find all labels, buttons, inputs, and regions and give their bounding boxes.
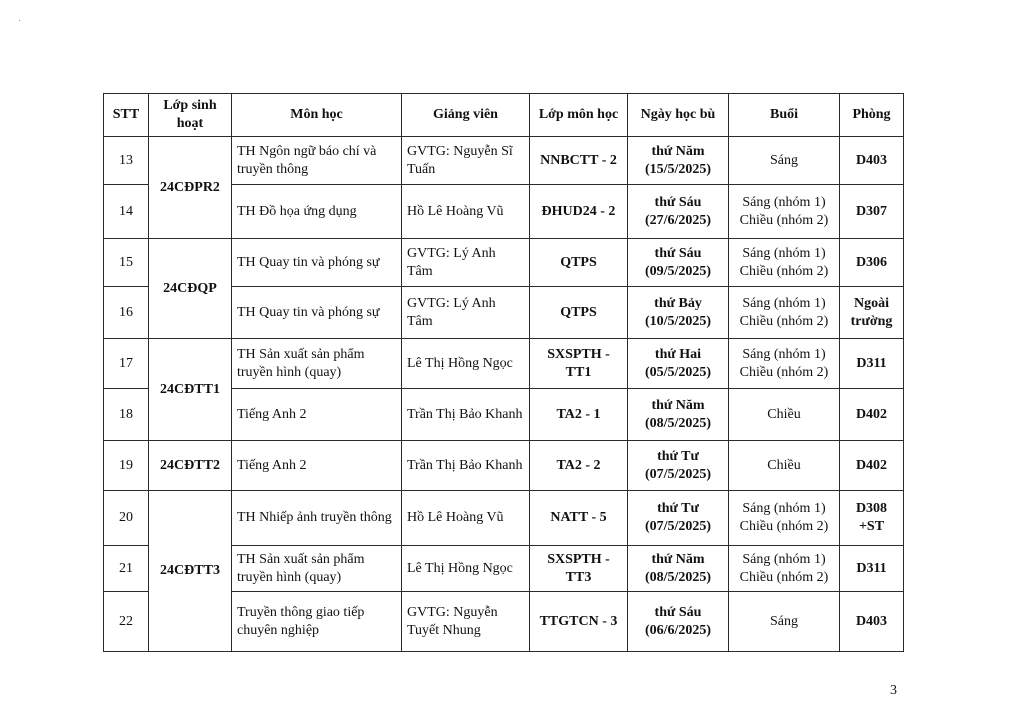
stt-cell: 20	[104, 491, 149, 546]
course-class-cell: SXSPTH - TT3	[530, 546, 628, 592]
lecturer-cell: Hồ Lê Hoàng Vũ	[402, 491, 530, 546]
makeup-day: thứ Tư	[657, 501, 699, 516]
room-cell: D308 +ST	[840, 491, 904, 546]
makeup-date-cell	[628, 491, 729, 546]
makeup-date-cell	[628, 441, 729, 491]
room-cell: D307	[840, 185, 904, 239]
session-cell: Chiều	[729, 389, 840, 441]
stt-cell: 18	[104, 389, 149, 441]
course-class-cell: NNBCTT - 2	[530, 137, 628, 185]
class-cell: 24CĐTT3	[149, 491, 232, 652]
makeup-day: thứ Bảy	[654, 295, 702, 311]
stt-cell: 21	[104, 546, 149, 592]
makeup-date: (06/6/2025)	[644, 622, 712, 638]
session-cell: Sáng (nhóm 1) Chiều (nhóm 2)	[729, 239, 840, 287]
subject-cell: Tiếng Anh 2	[232, 389, 402, 441]
makeup-day: thứ Năm	[651, 397, 705, 413]
room-cell: D403	[840, 592, 904, 652]
header-class: Lớp sinh hoạt	[149, 94, 232, 137]
session-cell: Sáng (nhóm 1) Chiều (nhóm 2)	[729, 339, 840, 389]
session-cell: Sáng (nhóm 1) Chiều (nhóm 2)	[729, 185, 840, 239]
session-cell: Sáng	[729, 137, 840, 185]
class-cell: 24CĐTT2	[149, 441, 232, 491]
makeup-day: thứ Tư	[657, 448, 699, 464]
course-class-cell: TA2 - 2	[530, 441, 628, 491]
makeup-date: (07/5/2025)	[644, 519, 712, 534]
table-row	[104, 491, 904, 546]
header-stt: STT	[104, 94, 149, 137]
makeup-date: (07/5/2025)	[644, 466, 712, 482]
stt-cell: 19	[104, 441, 149, 491]
lecturer-cell: Trần Thị Bảo Khanh	[402, 441, 530, 491]
lecturer-cell: Hồ Lê Hoàng Vũ	[402, 185, 530, 239]
room-cell: D311	[840, 339, 904, 389]
room-cell: D306	[840, 239, 904, 287]
makeup-date-cell	[628, 137, 729, 185]
subject-cell: Tiếng Anh 2	[232, 441, 402, 491]
stt-cell: 13	[104, 137, 149, 185]
makeup-day: thứ Sáu	[654, 245, 702, 261]
header-session: Buổi	[729, 94, 840, 137]
makeup-day: thứ Hai	[654, 346, 702, 362]
stt-cell: 15	[104, 239, 149, 287]
session-cell: Sáng (nhóm 1) Chiều (nhóm 2)	[729, 287, 840, 339]
course-class-cell: TTGTCN - 3	[530, 592, 628, 652]
stt-cell: 22	[104, 592, 149, 652]
table-row	[104, 137, 904, 185]
makeup-date-cell	[628, 592, 729, 652]
course-class-cell: SXSPTH - TT1	[530, 339, 628, 389]
lecturer-cell: GVTG: Nguyễn Tuyết Nhung	[402, 592, 530, 652]
scan-speck: ·	[18, 16, 22, 27]
makeup-date: (27/6/2025)	[644, 212, 712, 228]
makeup-date: (08/5/2025)	[644, 415, 712, 431]
class-cell: 24CĐPR2	[149, 137, 232, 239]
subject-cell: TH Quay tin và phóng sự	[232, 287, 402, 339]
room-cell: Ngoài trường	[840, 287, 904, 339]
room-cell: D311	[840, 546, 904, 592]
makeup-date-cell	[628, 239, 729, 287]
makeup-day: thứ Năm	[651, 551, 705, 567]
class-cell: 24CĐTT1	[149, 339, 232, 441]
course-class-cell: NATT - 5	[530, 491, 628, 546]
makeup-day: thứ Năm	[651, 143, 705, 159]
page-number: 3	[890, 683, 897, 698]
session-cell: Chiều	[729, 441, 840, 491]
makeup-date: (08/5/2025)	[644, 569, 712, 585]
makeup-date-cell	[628, 339, 729, 389]
lecturer-cell: Trần Thị Bảo Khanh	[402, 389, 530, 441]
lecturer-cell: GVTG: Lý Anh Tâm	[402, 239, 530, 287]
header-room: Phòng	[840, 94, 904, 137]
room-cell: D402	[840, 441, 904, 491]
lecturer-cell: Lê Thị Hồng Ngọc	[402, 546, 530, 592]
table-row	[104, 441, 904, 491]
lecturer-cell: Lê Thị Hồng Ngọc	[402, 339, 530, 389]
makeup-date-cell	[628, 287, 729, 339]
subject-cell: Truyền thông giao tiếp chuyên nghiệp	[232, 592, 402, 652]
table-row	[104, 239, 904, 287]
subject-cell: TH Nhiếp ảnh truyền thông	[232, 491, 402, 546]
table-row	[104, 339, 904, 389]
makeup-day: thứ Sáu	[654, 604, 702, 620]
makeup-date: (10/5/2025)	[644, 313, 712, 329]
table-body	[104, 137, 904, 652]
stt-cell: 17	[104, 339, 149, 389]
session-cell: Sáng (nhóm 1) Chiều (nhóm 2)	[729, 546, 840, 592]
room-cell: D402	[840, 389, 904, 441]
subject-cell: TH Sản xuất sản phẩm truyền hình (quay)	[232, 339, 402, 389]
session-cell: Sáng (nhóm 1) Chiều (nhóm 2)	[729, 491, 840, 546]
stt-cell: 16	[104, 287, 149, 339]
header-course-class: Lớp môn học	[530, 94, 628, 137]
schedule-table	[103, 93, 904, 652]
class-cell: 24CĐQP	[149, 239, 232, 339]
course-class-cell: QTPS	[530, 239, 628, 287]
makeup-date: (15/5/2025)	[644, 161, 712, 177]
header-makeup-date: Ngày học bù	[628, 94, 729, 137]
header-row	[104, 94, 904, 137]
makeup-date-cell	[628, 546, 729, 592]
room-cell: D403	[840, 137, 904, 185]
subject-cell: TH Ngôn ngữ báo chí và truyền thông	[232, 137, 402, 185]
makeup-date: (09/5/2025)	[644, 263, 712, 279]
lecturer-cell: GVTG: Lý Anh Tâm	[402, 287, 530, 339]
subject-cell: TH Đồ họa ứng dụng	[232, 185, 402, 239]
course-class-cell: TA2 - 1	[530, 389, 628, 441]
header-subject: Môn học	[232, 94, 402, 137]
makeup-date-cell	[628, 389, 729, 441]
makeup-day: thứ Sáu	[654, 194, 702, 210]
stt-cell: 14	[104, 185, 149, 239]
header-lecturer: Giảng viên	[402, 94, 530, 137]
course-class-cell: QTPS	[530, 287, 628, 339]
subject-cell: TH Quay tin và phóng sự	[232, 239, 402, 287]
lecturer-cell: GVTG: Nguyễn Sĩ Tuấn	[402, 137, 530, 185]
course-class-cell: ĐHUD24 - 2	[530, 185, 628, 239]
subject-cell: TH Sản xuất sản phẩm truyền hình (quay)	[232, 546, 402, 592]
makeup-date: (05/5/2025)	[644, 364, 712, 380]
session-cell: Sáng	[729, 592, 840, 652]
makeup-date-cell	[628, 185, 729, 239]
